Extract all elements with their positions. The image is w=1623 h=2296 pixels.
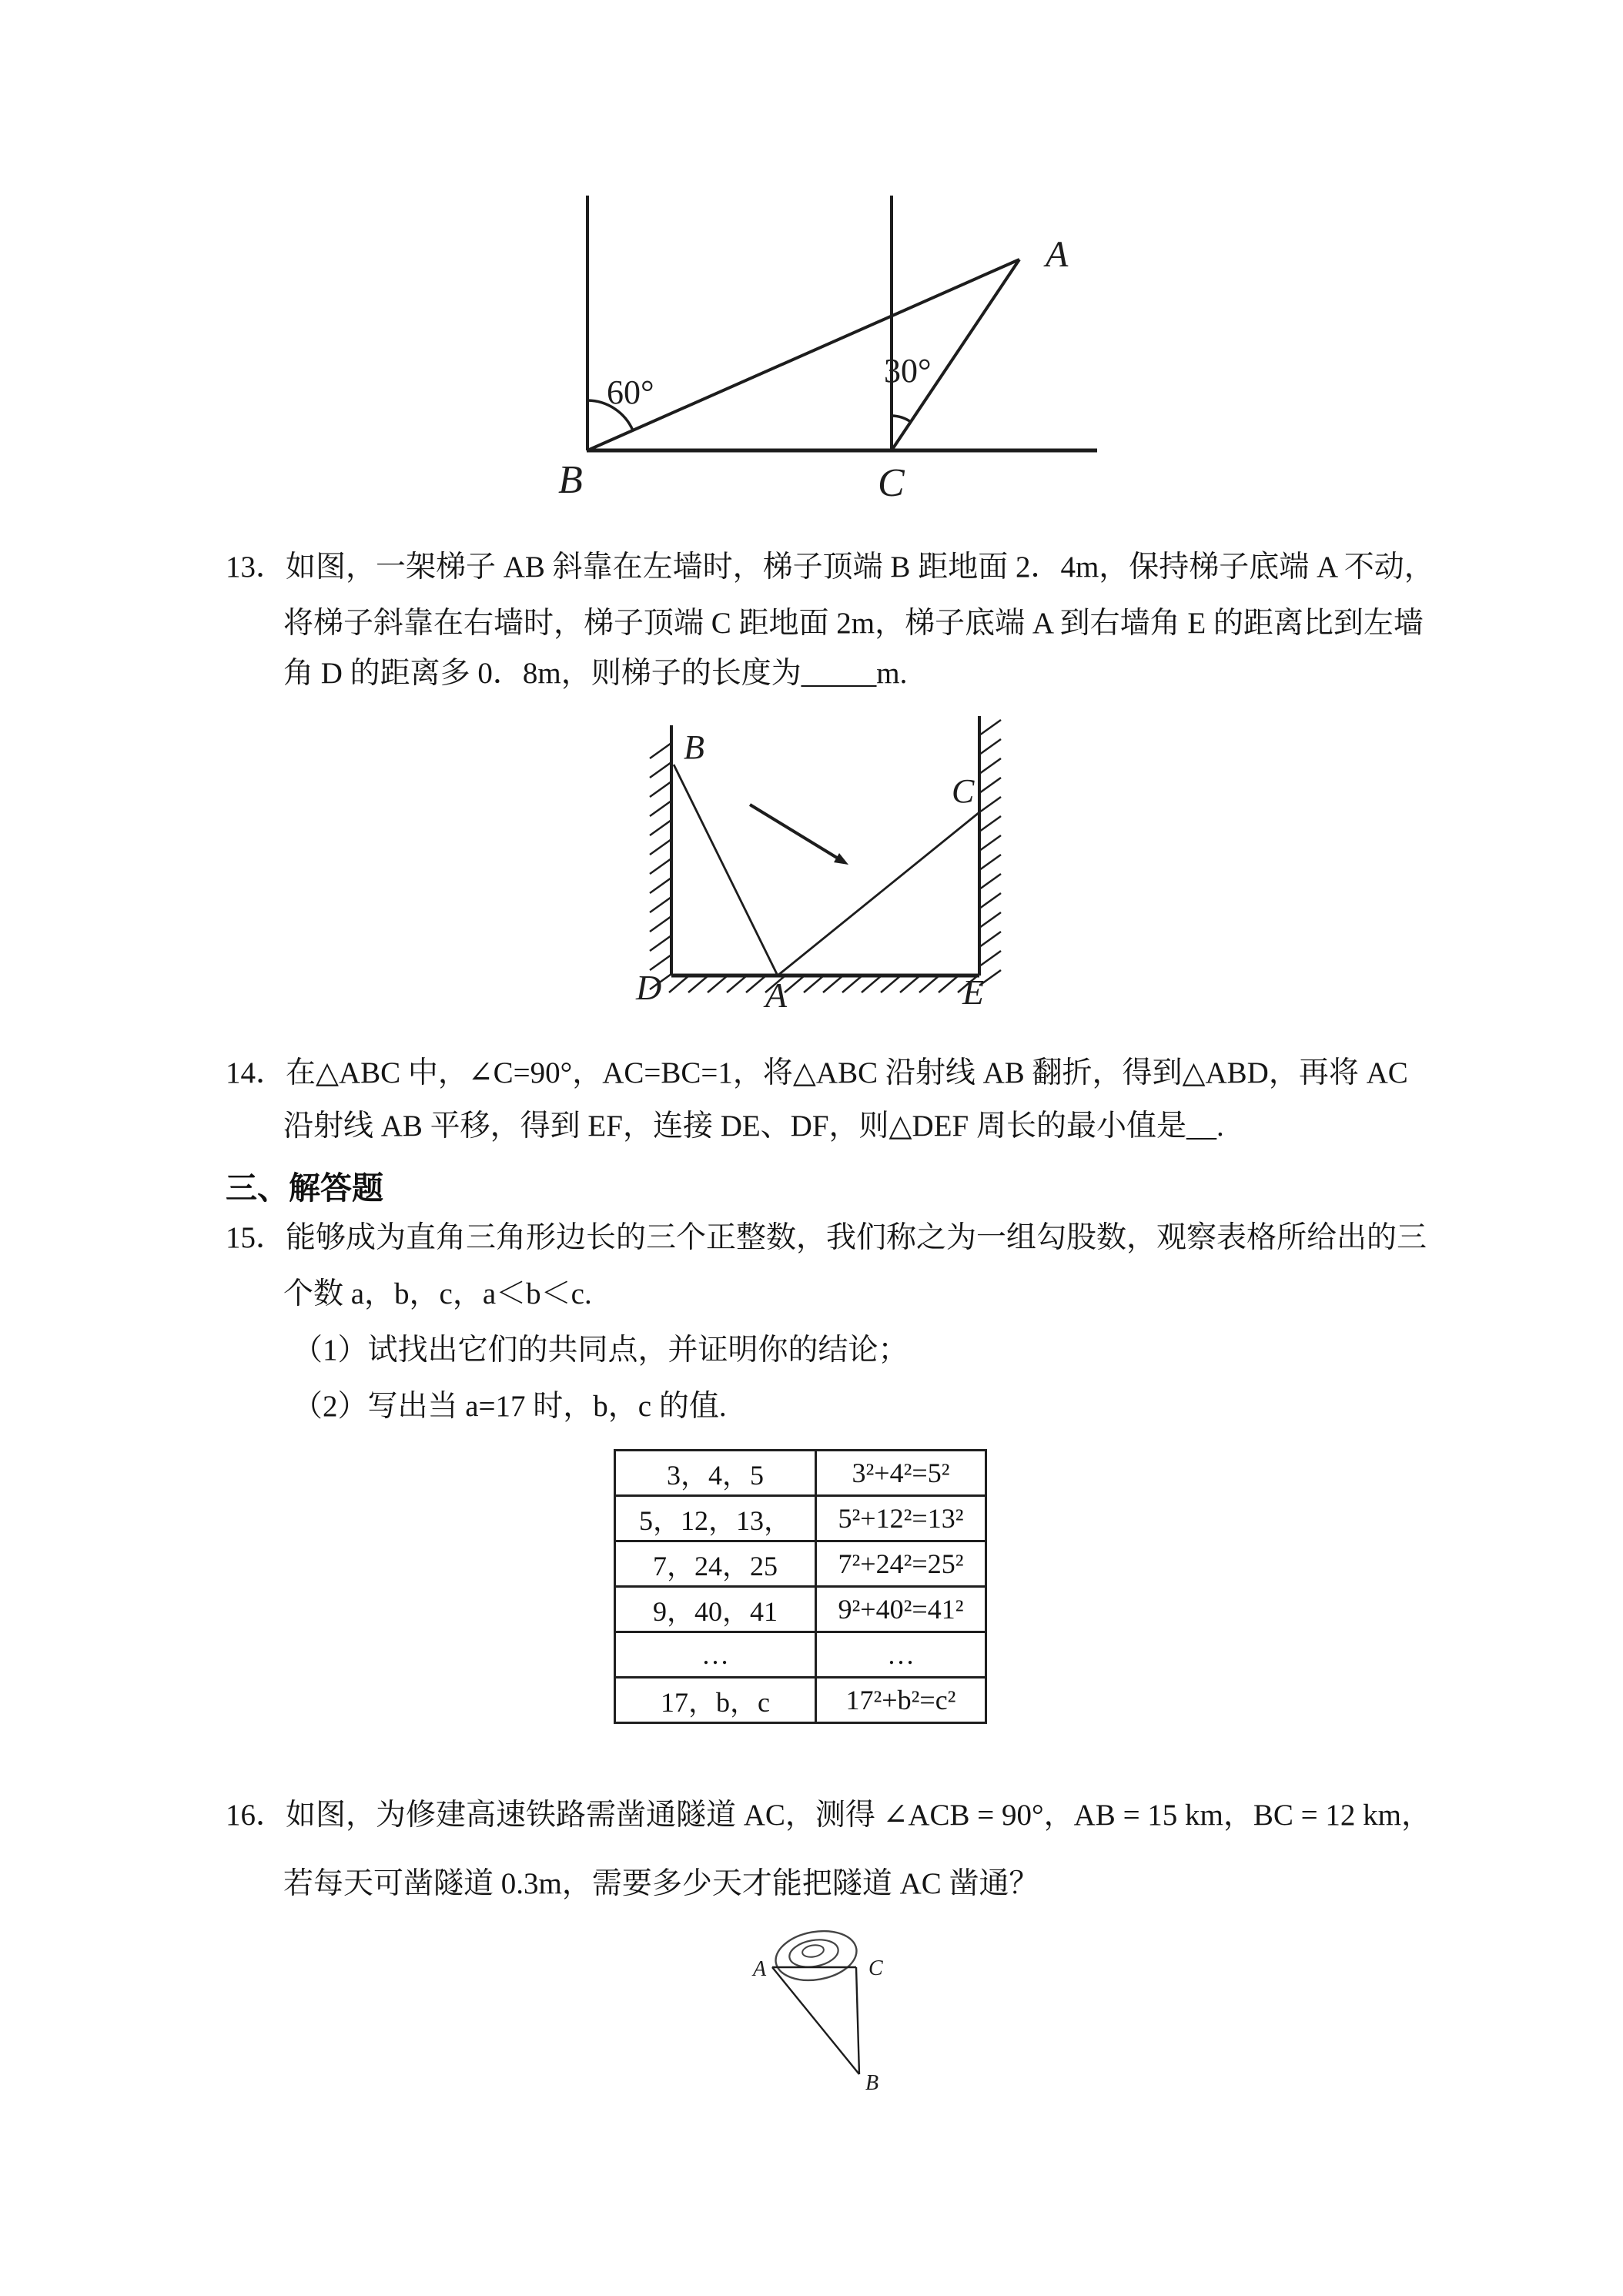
section3-heading: 三、解答题	[226, 1170, 383, 1206]
triple-cell: …	[615, 1632, 816, 1678]
problem15-line2: 个数 a，b，c，a＜b＜c.	[283, 1277, 592, 1310]
problem13-line1: 13．如图，一架梯子 AB 斜靠在左墙时，梯子顶端 B 距地面 2．4m，保持梯子底端 A 不动，	[226, 551, 1434, 584]
point-B-label: B	[558, 458, 583, 502]
point-B-label: B	[684, 728, 704, 766]
table-row	[615, 1496, 986, 1541]
segment-CB	[856, 1967, 859, 2074]
problem14-line2: 沿射线 AB 平移，得到 EF，连接 DE、DF，则△DEF 周长的最小值是__.	[283, 1110, 1224, 1143]
point-C-label: C	[868, 1956, 883, 1980]
problem15-part1: （1）试找出它们的共同点，并证明你的结论；	[293, 1334, 909, 1367]
equation-cell: 7²+24²=25²	[816, 1541, 986, 1587]
equation-cell: 9²+40²=41²	[816, 1587, 986, 1632]
mountain-contour-middle	[788, 1936, 841, 1971]
table-row	[615, 1678, 986, 1723]
triple-cell: 17，b，c	[615, 1678, 816, 1723]
figure-angles-diagram	[539, 185, 1124, 508]
table-row	[615, 1541, 986, 1587]
point-A-label: A	[1046, 234, 1069, 275]
problem16-line2: 若每天可凿隧道 0.3m，需要多少天才能把隧道 AC 凿通？	[283, 1867, 1039, 1900]
triple-cell: 9，40，41	[615, 1587, 816, 1632]
figure-ladder-diagram	[616, 701, 1016, 1009]
table-row	[615, 1587, 986, 1632]
equation-cell: 3²+4²=5²	[816, 1451, 986, 1496]
ground-hatching	[669, 976, 978, 992]
point-A-label: A	[765, 976, 788, 1009]
triple-cell: 3，4，5	[615, 1451, 816, 1496]
ladder-right-position	[778, 812, 979, 976]
problem15-line1: 15．能够成为直角三角形边长的三个正整数，我们称之为一组勾股数，观察表格所给出的三	[226, 1221, 1427, 1254]
ladder-left-position	[674, 765, 778, 976]
point-B-label: B	[865, 2071, 879, 2095]
right-wall-hatching	[979, 720, 1001, 986]
segment-AB	[772, 1967, 859, 2074]
table-row	[615, 1451, 986, 1496]
left-wall-hatching	[650, 743, 671, 989]
problem16-line1: 16．如图，为修建高速铁路需凿通隧道 AC，测得 ∠ACB = 90°，AB = 15 km，BC = 12 km，	[226, 1799, 1431, 1832]
figure-tunnel-diagram	[724, 1917, 939, 2117]
problem15-part2: （2）写出当 a=17 时，b，c 的值.	[293, 1390, 727, 1423]
movement-arrow-shaft	[750, 805, 837, 858]
point-C-label: C	[952, 772, 975, 810]
equation-cell: 5²+12²=13²	[816, 1496, 986, 1541]
point-E-label: E	[962, 972, 985, 1009]
problem14-line1: 14．在△ABC 中，∠C=90°，AC=BC=1，将△ABC 沿射线 AB 翻折，得到△ABD，再将 AC	[226, 1056, 1408, 1089]
movement-arrow-head	[834, 853, 848, 865]
angle-30-label: 30°	[884, 352, 932, 390]
point-A-label: A	[753, 1957, 767, 1981]
problem13-line3: 角 D 的距离多 0．8m，则梯子的长度为_____m.	[283, 657, 908, 690]
angle-60-label: 60°	[607, 373, 654, 411]
angle-arc-C	[892, 416, 911, 422]
equation-cell: 17²+b²=c²	[816, 1678, 986, 1723]
triple-cell: 5，12，13，	[615, 1496, 816, 1541]
equation-cell: …	[816, 1632, 986, 1678]
table-row	[615, 1632, 986, 1678]
triple-cell: 7，24，25	[615, 1541, 816, 1587]
mountain-contour-inner	[801, 1943, 825, 1959]
point-C-label: C	[878, 461, 905, 505]
problem13-line2: 将梯子斜靠在右墙时，梯子顶端 C 距地面 2m，梯子底端 A 到右墙角 E 的距离比到左墙	[283, 607, 1424, 640]
pythagorean-table	[614, 1449, 987, 1724]
point-D-label: D	[636, 968, 662, 1007]
